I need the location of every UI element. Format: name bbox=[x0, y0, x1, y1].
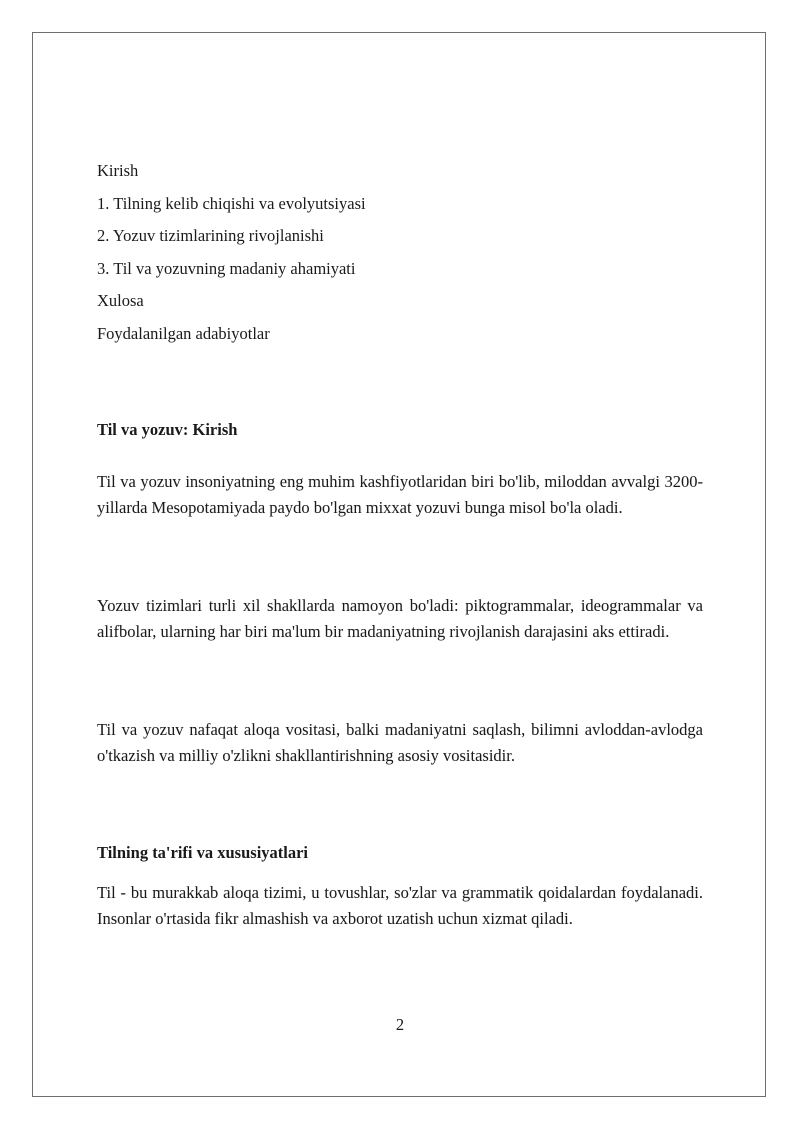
toc-item-conclusion: Xulosa bbox=[97, 291, 144, 310]
toc-item-references: Foydalanilgan adabiyotlar bbox=[97, 323, 270, 343]
toc-item-intro: Kirish bbox=[97, 161, 139, 180]
section-heading-introduction: Til va yozuv: Kirish bbox=[97, 420, 238, 439]
paragraph-writing-history: Til va yozuv insoniyatning eng muhim kashfiyotlaridan biri bo'lib, miloddan avvalgi 3200-yillarda Mesopotamiyada paydo bo'lgan mixxat yozuvi bunga misol bo'la oladi. bbox=[97, 472, 703, 517]
toc-item-chapter-1: 1. Tilning kelib chiqishi va evolyutsiyasi bbox=[97, 193, 366, 213]
paragraph-writing-systems: Yozuv tizimlari turli xil shakllarda namoyon bo'ladi: piktogrammalar, ideogrammalar va alifbolar, ularning har biri ma'lum bir madaniyatning rivojlanish darajasini aks ettiradi. bbox=[97, 596, 703, 641]
paragraph-language-culture: Til va yozuv nafaqat aloqa vositasi, balki madaniyatni saqlash, bilimni avloddan-avlodga o'tkazish va milliy o'zlikni shakllantirishning asosiy vositasidir. bbox=[97, 720, 703, 765]
section-heading-definition: Tilning ta'rifi va xususiyatlari bbox=[97, 843, 309, 862]
page-number: 2 bbox=[395, 1015, 405, 1034]
paragraph-language-definition: Til - bu murakkab aloqa tizimi, u tovushlar, so'zlar va grammatik qoidalardan foydalanadi. Insonlar o'rtasida fikr almashish va axborot uzatish uchun xizmat qiladi. bbox=[97, 883, 703, 928]
toc-item-chapter-2: 2. Yozuv tizimlarining rivojlanishi bbox=[97, 226, 324, 245]
toc-item-chapter-3: 3. Til va yozuvning madaniy ahamiyati bbox=[97, 258, 356, 278]
table-of-contents bbox=[97, 160, 707, 355]
